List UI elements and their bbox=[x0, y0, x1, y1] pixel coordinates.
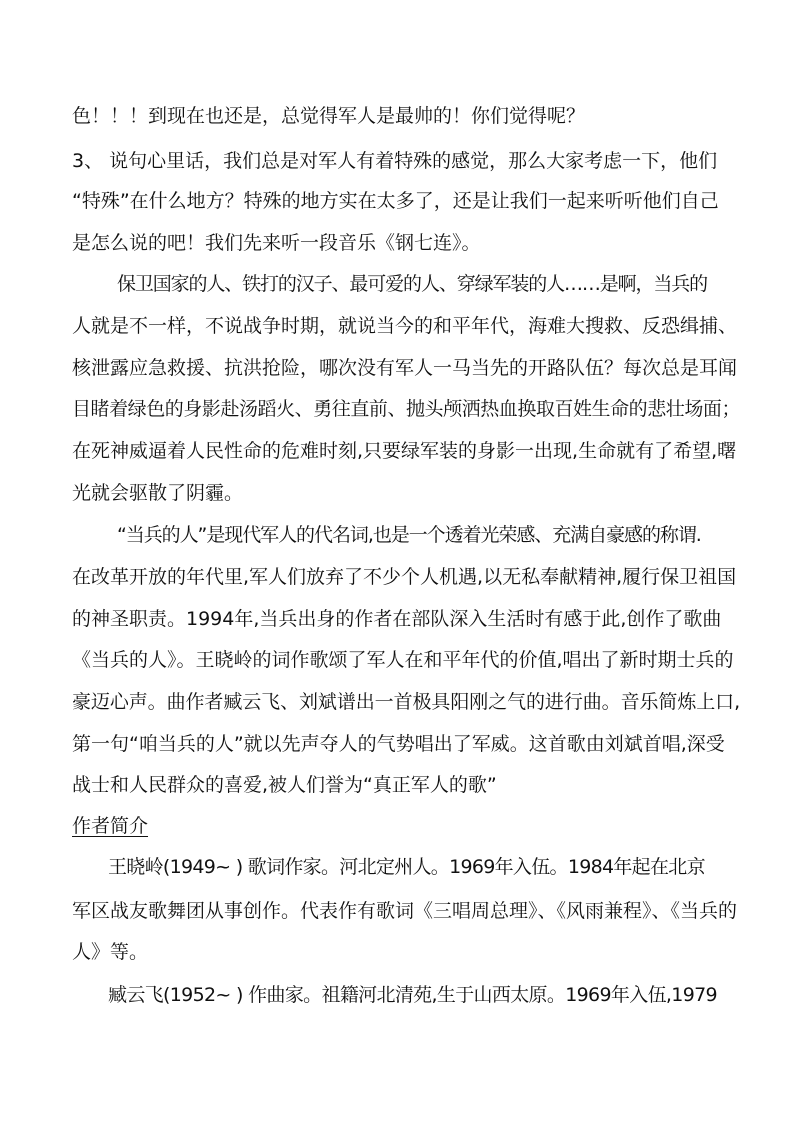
section-heading: 作者简介 bbox=[72, 815, 149, 837]
text-line: 人》等。 bbox=[72, 941, 149, 963]
text-line: 《当兵的人》。王晓岭的词作歌颂了军人在和平年代的价值,唱出了新时期士兵的 bbox=[72, 649, 734, 671]
text-line: 是怎么说的吧！我们先来听一段音乐《钢七连》。 bbox=[72, 232, 481, 254]
text-line: 臧云飞(1952~ ) 作曲家。祖籍河北清苑,生于山西太原。1969年入伍,1979 bbox=[108, 984, 717, 1006]
text-line: 豪迈心声。曲作者臧云飞、刘斌谱出一首极具阳刚之气的进行曲。音乐简炼上口, bbox=[72, 691, 741, 713]
text-line: 光就会驱散了阴霾。 bbox=[72, 482, 244, 504]
text-line: 第一句“咱当兵的人”就以先声夺人的气势唱出了军威。这首歌由刘斌首唱,深受 bbox=[72, 733, 725, 755]
text-line: 目睹着绿色的身影赴汤蹈火、勇往直前、抛头颅洒热血换取百姓生命的悲壮场面； bbox=[72, 398, 741, 420]
text-line: 战士和人民群众的喜爱,被人们誉为“真正军人的歌” bbox=[72, 774, 497, 796]
text-line: 色！！！到现在也还是，总觉得军人是最帅的！你们觉得呢？ bbox=[72, 105, 586, 127]
text-line: “特殊”在什么地方？特殊的地方实在太多了，还是让我们一起来听听他们自己 bbox=[72, 190, 719, 212]
text-line: 的神圣职责。1994年,当兵出身的作者在部队深入生活时有感于此,创作了歌曲 bbox=[72, 608, 722, 630]
text-line: “当兵的人”是现代军人的代名词,也是一个透着光荣感、充满自豪感的称谓. bbox=[117, 524, 701, 546]
text-line: 在死神威逼着人民性命的危难时刻,只要绿军装的身影一出现,生命就有了希望,曙 bbox=[72, 440, 737, 462]
text-line: 人就是不一样，不说战争时期，就说当今的和平年代，海难大搜救、反恐缉捕、 bbox=[72, 315, 738, 337]
text-line: 3、 说句心里话，我们总是对军人有着特殊的感觉，那么大家考虑一下，他们 bbox=[72, 150, 718, 172]
text-line: 核泄露应急救援、抗洪抢险，哪次没有军人一马当先的开路队伍？每次总是耳闻 bbox=[72, 357, 738, 379]
text-line: 保卫国家的人、铁打的汉子、最可爱的人、穿绿军装的人……是啊，当兵的 bbox=[117, 273, 708, 295]
text-line: 军区战友歌舞团从事创作。代表作有歌词《三唱周总理》、《风雨兼程》、《当兵的 bbox=[72, 900, 738, 922]
text-line: 在改革开放的年代里,军人们放弃了不少个人机遇,以无私奉献精神,履行保卫祖国 bbox=[72, 566, 737, 588]
text-line: 王晓岭(1949~ ) 歌词作家。河北定州人。1969年入伍。1984年起在北京 bbox=[108, 856, 705, 878]
